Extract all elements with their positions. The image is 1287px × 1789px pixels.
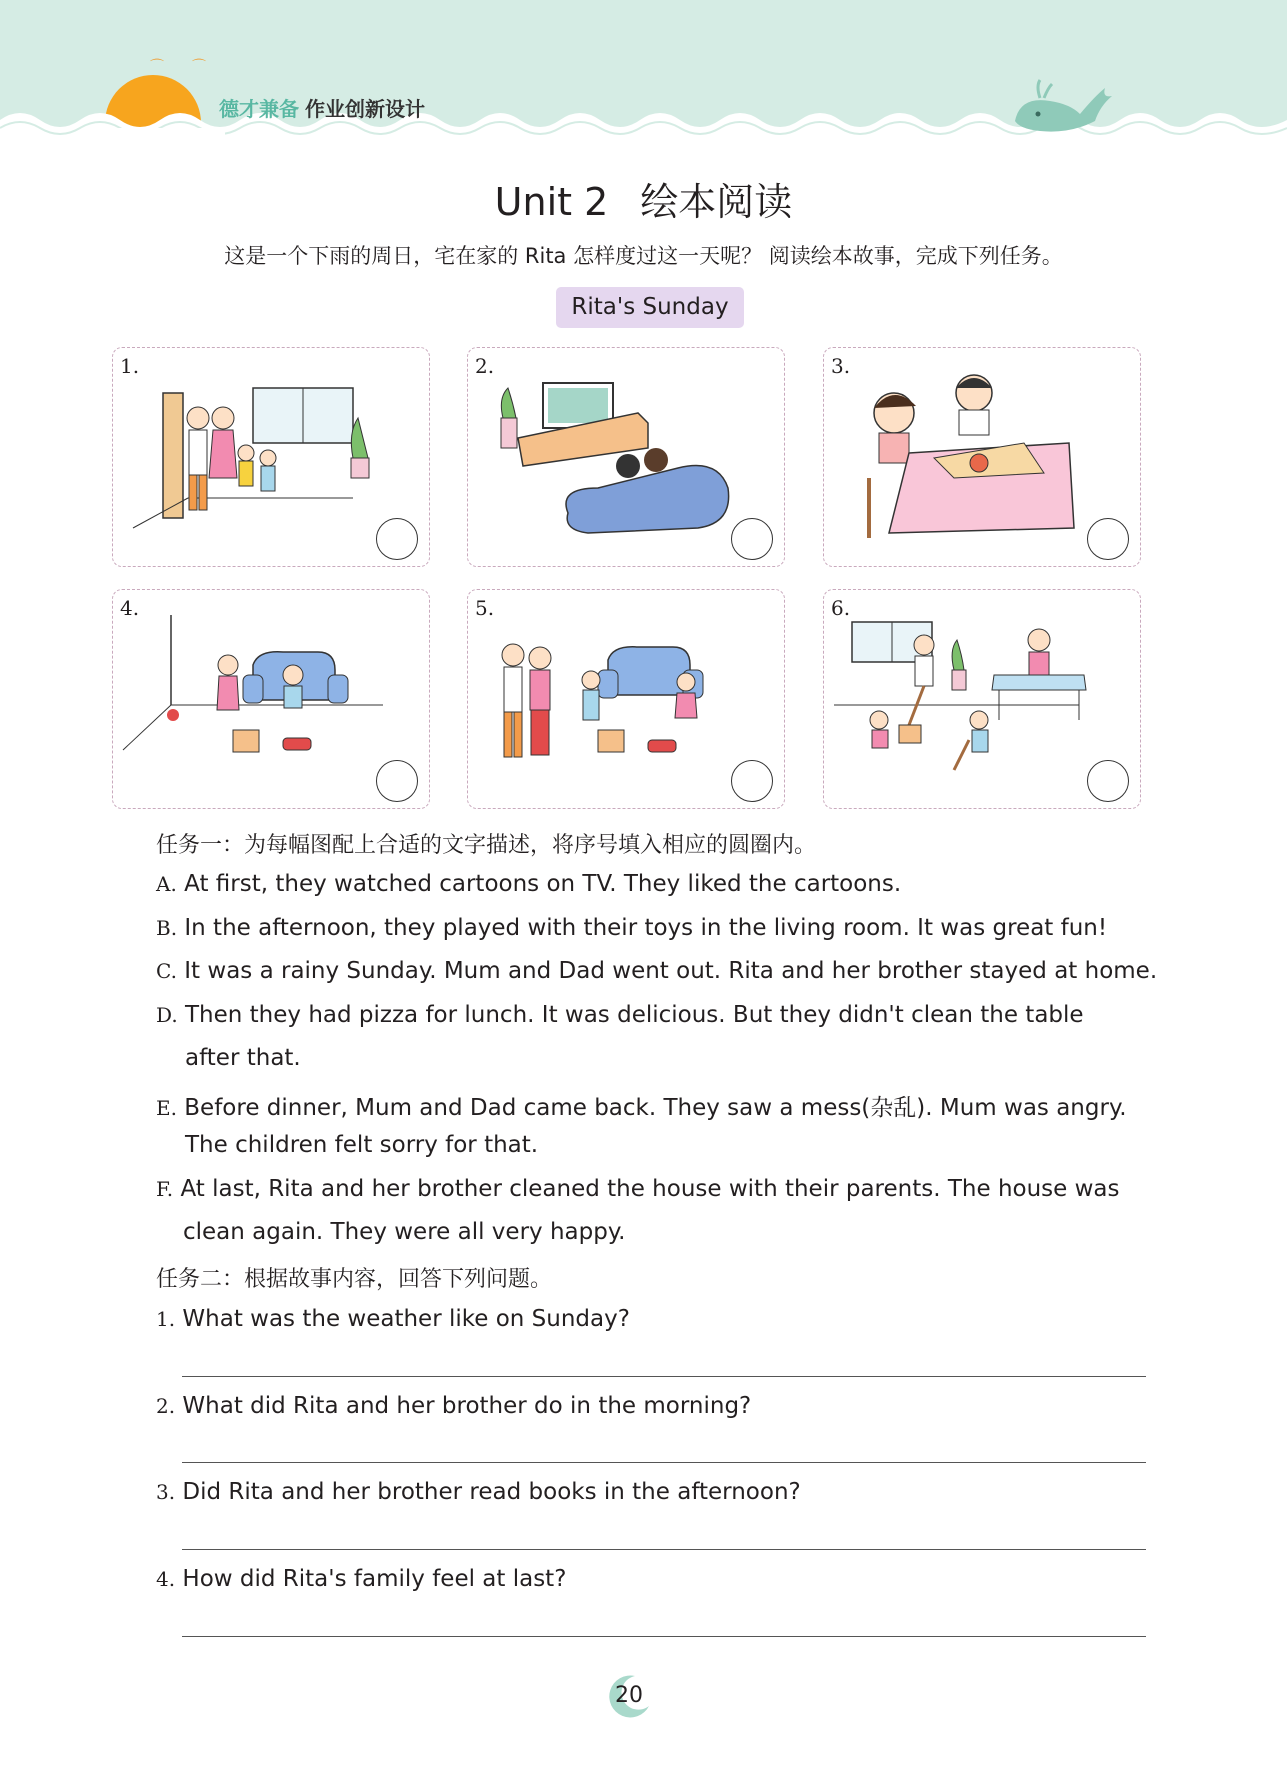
story-title: Rita's Sunday [556, 287, 744, 328]
answer-line-1[interactable] [182, 1376, 1146, 1377]
answer-circle-6[interactable] [1087, 760, 1129, 802]
birds-icon: ⌒⌒ [150, 59, 234, 75]
whale-icon [1010, 76, 1120, 136]
task2-heading: 任务二：根据故事内容，回答下列问题。 [156, 1267, 553, 1292]
option-f-continued: clean again. They were all very happy. [183, 1219, 626, 1245]
unit-name: 绘本阅读 [640, 180, 793, 224]
page-number-text: 20 [615, 1683, 643, 1708]
task1-heading: 任务一：为每幅图配上合适的文字描述，将序号填入相应的圆圈内。 [156, 833, 817, 858]
panel-number: 5. [475, 596, 495, 620]
option-e: E. Before dinner, Mum and Dad came back. They saw a mess(杂乱). Mum was angry. [156, 1095, 1127, 1121]
brand-title [219, 93, 425, 122]
answer-line-4[interactable] [182, 1636, 1146, 1637]
panel-number: 3. [831, 354, 851, 378]
answer-circle-5[interactable] [731, 760, 773, 802]
picture-panel-2 [467, 347, 785, 567]
option-d: D. Then they had pizza for lunch. It was delicious. But they didn't clean the table [156, 1002, 1084, 1028]
option-f: F. At last, Rita and her brother cleaned the house with their parents. The house was [156, 1176, 1120, 1202]
answer-circle-4[interactable] [376, 760, 418, 802]
panel-number: 2. [475, 354, 495, 378]
picture-panel-5 [467, 589, 785, 809]
unit-label: Unit 2 [494, 180, 609, 224]
page-number [605, 1672, 653, 1720]
option-e-continued: The children felt sorry for that. [185, 1132, 539, 1158]
picture-panel-1 [112, 347, 430, 567]
brand-green-text: 德才兼备 [219, 97, 299, 121]
picture-panel-3 [823, 347, 1141, 567]
question-4: 4. How did Rita's family feel at last? [156, 1566, 567, 1592]
page-header [0, 0, 1287, 150]
option-b: B. In the afternoon, they played with their toys in the living room. It was great fun! [156, 915, 1108, 941]
answer-line-2[interactable] [182, 1462, 1146, 1463]
brand-dark-text: 作业创新设计 [305, 97, 425, 121]
option-a: A. At first, they watched cartoons on TV. They liked the cartoons. [156, 871, 902, 897]
answer-circle-1[interactable] [376, 518, 418, 560]
question-3: 3. Did Rita and her brother read books in the afternoon? [156, 1479, 801, 1505]
question-2: 2. What did Rita and her brother do in the morning? [156, 1393, 752, 1419]
option-d-continued: after that. [185, 1045, 301, 1071]
page-title [0, 171, 1287, 226]
picture-panel-6 [823, 589, 1141, 809]
panel-number: 1. [120, 354, 140, 378]
panel-number: 4. [120, 596, 140, 620]
picture-panel-4 [112, 589, 430, 809]
option-c: C. It was a rainy Sunday. Mum and Dad went out. Rita and her brother stayed at home. [156, 958, 1158, 984]
answer-circle-2[interactable] [731, 518, 773, 560]
answer-line-3[interactable] [182, 1549, 1146, 1550]
intro-text: 这是一个下雨的周日，宅在家的 Rita 怎样度过这一天呢？ 阅读绘本故事，完成下列任务。 [224, 244, 1063, 268]
answer-circle-3[interactable] [1087, 518, 1129, 560]
panel-number: 6. [831, 596, 851, 620]
question-1: 1. What was the weather like on Sunday? [156, 1306, 630, 1332]
